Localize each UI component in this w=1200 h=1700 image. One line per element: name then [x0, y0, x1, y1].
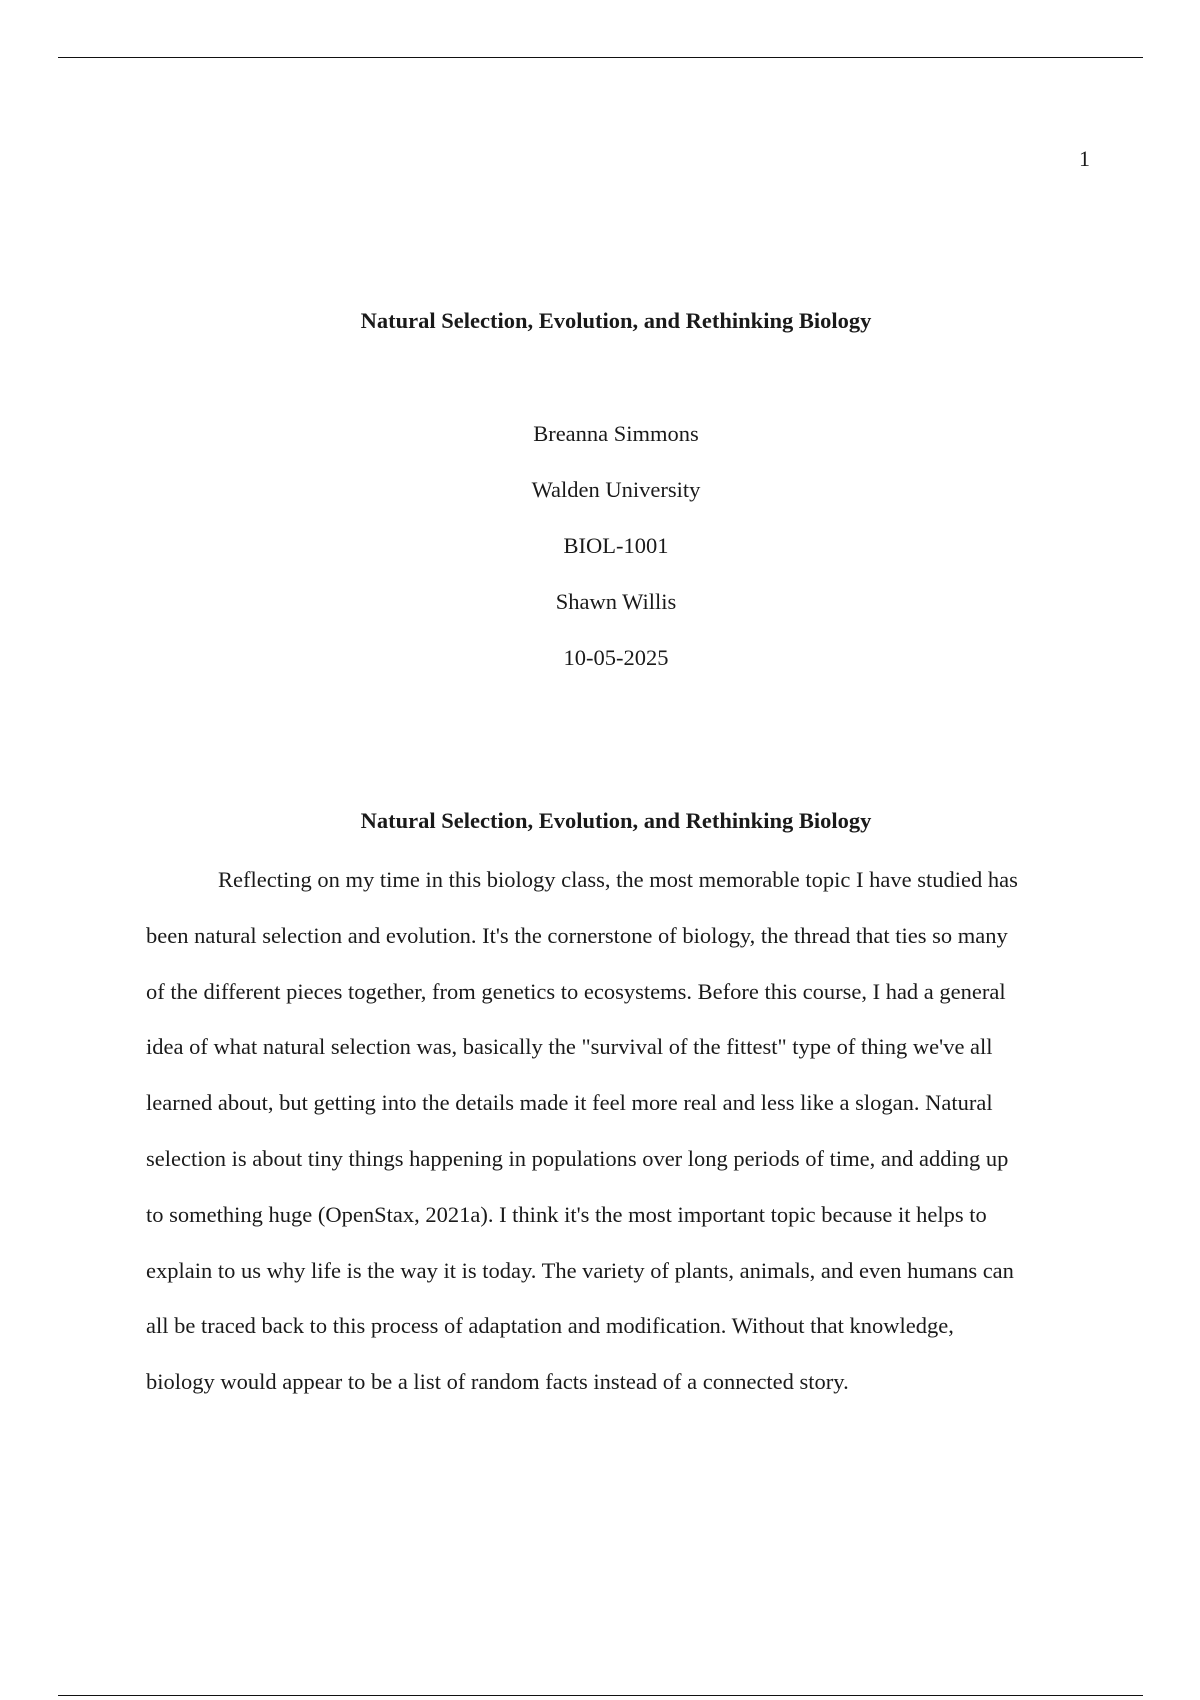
paragraph-line: to something huge (OpenStax, 2021a). I think it's the most important topic because it helps to — [146, 1201, 987, 1227]
paragraph-line: biology would appear to be a list of random facts instead of a connected story. — [146, 1369, 849, 1395]
paper-title: Natural Selection, Evolution, and Rethinking Biology — [360, 308, 872, 333]
page-top-rule — [58, 57, 1143, 58]
paragraph-line: idea of what natural selection was, basically the "survival of the fittest" type of thing we've all — [146, 1034, 993, 1060]
paragraph-line: explain to us why life is the way it is today. The variety of plants, animals, and even humans can — [146, 1257, 1014, 1283]
author-name: Breanna Simmons — [533, 421, 699, 446]
instructor-name: Shawn Willis — [555, 589, 677, 614]
page-number: 1 — [1079, 146, 1090, 171]
body-heading: Natural Selection, Evolution, and Rethinking Biology — [360, 808, 872, 833]
submission-date: 10-05-2025 — [563, 645, 669, 670]
course-code: BIOL-1001 — [563, 533, 669, 558]
paragraph-line: all be traced back to this process of adaptation and modification. Without that knowledge, — [146, 1313, 954, 1339]
paragraph-line: selection is about tiny things happening in populations over long periods of time, and adding up — [146, 1145, 1009, 1171]
paragraph-line: of the different pieces together, from genetics to ecosystems. Before this course, I had a general — [146, 978, 1006, 1004]
page-bottom-rule — [58, 1695, 1143, 1696]
body-paragraph — [146, 866, 1106, 1424]
paragraph-line: learned about, but getting into the details made it feel more real and less like a slogan. Natural — [146, 1090, 993, 1116]
institution-name: Walden University — [531, 477, 701, 502]
paragraph-line: been natural selection and evolution. It's the cornerstone of biology, the thread that ties so many — [146, 922, 1008, 948]
paragraph-line: Reflecting on my time in this biology class, the most memorable topic I have studied has — [218, 867, 1018, 892]
title-page-info — [0, 420, 1200, 700]
